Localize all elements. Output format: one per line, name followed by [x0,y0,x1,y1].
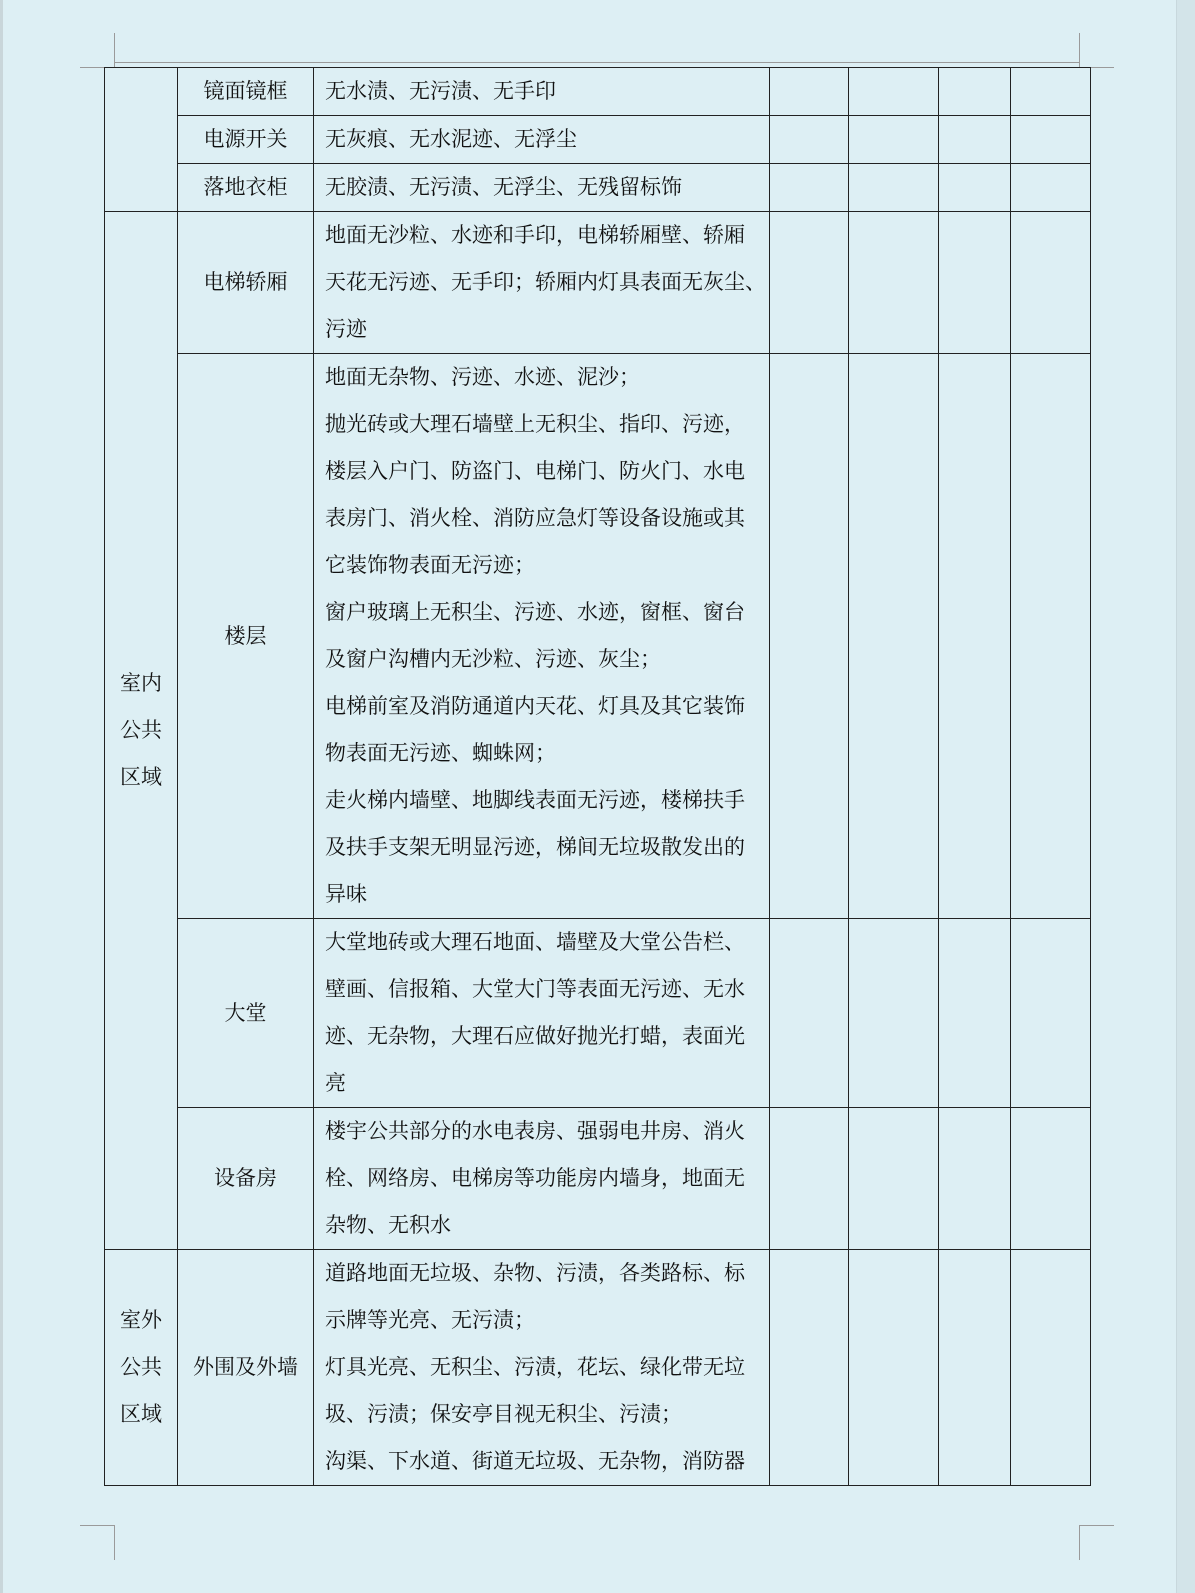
item-cell: 电源开关 [178,116,314,164]
standard-line: 抛光砖或大理石墙壁上无积尘、指印、污迹， [324,412,745,436]
standard-line: 迹、无杂物，大理石应做好抛光打蜡，表面光 [324,1024,745,1048]
standard-line: 电梯前室及消防通道内天花、灯具及其它装饰 [324,694,745,718]
blank-cell [848,212,938,354]
area-cell-continued [105,68,178,212]
standard-cell [313,354,769,919]
standard-line: 无水渍、无污渍、无手印 [324,79,556,103]
blank-cell [770,212,848,354]
table-row [105,1250,1091,1486]
standard-line: 走火梯内墙壁、地脚线表面无污迹，楼梯扶手 [324,788,745,812]
standard-cell [313,164,769,212]
blank-cell [848,1250,938,1486]
blank-cell [938,1250,1010,1486]
blank-cell [848,164,938,212]
area-cell-outdoor [105,1250,178,1486]
blank-cell [770,1108,848,1250]
standard-line: 及扶手支架无明显污迹，梯间无垃圾散发出的 [324,835,745,859]
standard-line: 壁画、信报箱、大堂大门等表面无污迹、无水 [324,977,745,1001]
header-rule [114,62,1079,63]
standard-line: 异味 [324,882,367,906]
item-cell: 设备房 [178,1108,314,1250]
standard-line: 地面无杂物、污迹、水迹、泥沙； [324,365,640,389]
table-row [105,164,1091,212]
standard-line: 道路地面无垃圾、杂物、污渍，各类路标、标 [324,1261,745,1285]
blank-cell [938,1108,1010,1250]
area-label-line: 室内 [120,671,163,695]
blank-cell [1010,116,1090,164]
blank-cell [938,116,1010,164]
standard-line: 楼宇公共部分的水电表房、强弱电井房、消火 [324,1119,745,1143]
standard-line: 杂物、无积水 [324,1213,451,1237]
table-row [105,1108,1091,1250]
standard-cell [313,116,769,164]
table-row [105,212,1091,354]
blank-cell [1010,1250,1090,1486]
standard-line: 无胶渍、无污渍、无浮尘、无残留标饰 [324,175,682,199]
standard-line: 大堂地砖或大理石地面、墙壁及大堂公告栏、 [324,930,745,954]
standard-line: 它装饰物表面无污迹； [324,553,535,577]
standard-cell [313,68,769,116]
crop-mark-bottom-right [1079,1525,1114,1560]
standard-line: 楼层入户门、防盗门、电梯门、防火门、水电 [324,459,745,483]
standard-line: 及窗户沟槽内无沙粒、污迹、灰尘； [324,647,661,671]
item-cell: 电梯轿厢 [178,212,314,354]
blank-cell [848,116,938,164]
blank-cell [1010,1108,1090,1250]
blank-cell [1010,68,1090,116]
blank-cell [938,354,1010,919]
standard-line: 地面无沙粒、水迹和手印，电梯轿厢壁、轿厢 [324,223,745,247]
crop-mark-bottom-left [80,1525,115,1560]
standard-cell [313,1108,769,1250]
standard-line: 沟渠、下水道、街道无垃圾、无杂物，消防器 [324,1449,745,1473]
area-label-line: 公共 [120,718,163,742]
standard-line: 表房门、消火栓、消防应急灯等设备设施或其 [324,506,745,530]
blank-cell [938,68,1010,116]
crop-mark-top-right [1079,33,1114,68]
blank-cell [1010,212,1090,354]
blank-cell [770,354,848,919]
item-cell: 楼层 [178,354,314,919]
item-cell: 大堂 [178,919,314,1108]
area-label-line: 区域 [120,765,163,789]
crop-mark-top-left [80,33,115,68]
blank-cell [848,919,938,1108]
standard-line: 栓、网络房、电梯房等功能房内墙身，地面无 [324,1166,745,1190]
area-label-line: 区域 [120,1402,163,1426]
blank-cell [938,212,1010,354]
table-row [105,919,1091,1108]
blank-cell [848,1108,938,1250]
blank-cell [1010,919,1090,1108]
standard-line: 物表面无污迹、蜘蛛网； [324,741,556,765]
standard-line: 污迹 [324,317,367,341]
blank-cell [1010,164,1090,212]
standard-cell [313,212,769,354]
page-right-edge [1176,0,1195,1593]
table-row [105,68,1091,116]
standard-cell [313,1250,769,1486]
item-cell: 落地衣柜 [178,164,314,212]
blank-cell [770,919,848,1108]
area-label-line: 室外 [120,1308,163,1332]
item-cell: 镜面镜框 [178,68,314,116]
blank-cell [848,354,938,919]
standard-line: 亮 [324,1071,346,1095]
standard-line: 窗户玻璃上无积尘、污迹、水迹，窗框、窗台 [324,600,745,624]
standard-line: 示牌等光亮、无污渍； [324,1308,535,1332]
area-label-line: 公共 [120,1355,163,1379]
page-left-edge [0,0,3,1593]
blank-cell [770,68,848,116]
standard-line: 灯具光亮、无积尘、污渍，花坛、绿化带无垃 [324,1355,745,1379]
standard-line: 圾、污渍；保安亭目视无积尘、污渍； [324,1402,682,1426]
standard-cell [313,919,769,1108]
blank-cell [938,919,1010,1108]
item-cell: 外围及外墙 [178,1250,314,1486]
blank-cell [938,164,1010,212]
blank-cell [770,164,848,212]
cleaning-inspection-table [104,67,1091,1486]
standard-line: 天花无污迹、无手印；轿厢内灯具表面无灰尘、 [324,270,766,294]
standard-line: 无灰痕、无水泥迹、无浮尘 [324,127,577,151]
blank-cell [770,116,848,164]
table-row [105,354,1091,919]
blank-cell [770,1250,848,1486]
area-cell-indoor [105,212,178,1250]
table-row [105,116,1091,164]
blank-cell [848,68,938,116]
blank-cell [1010,354,1090,919]
